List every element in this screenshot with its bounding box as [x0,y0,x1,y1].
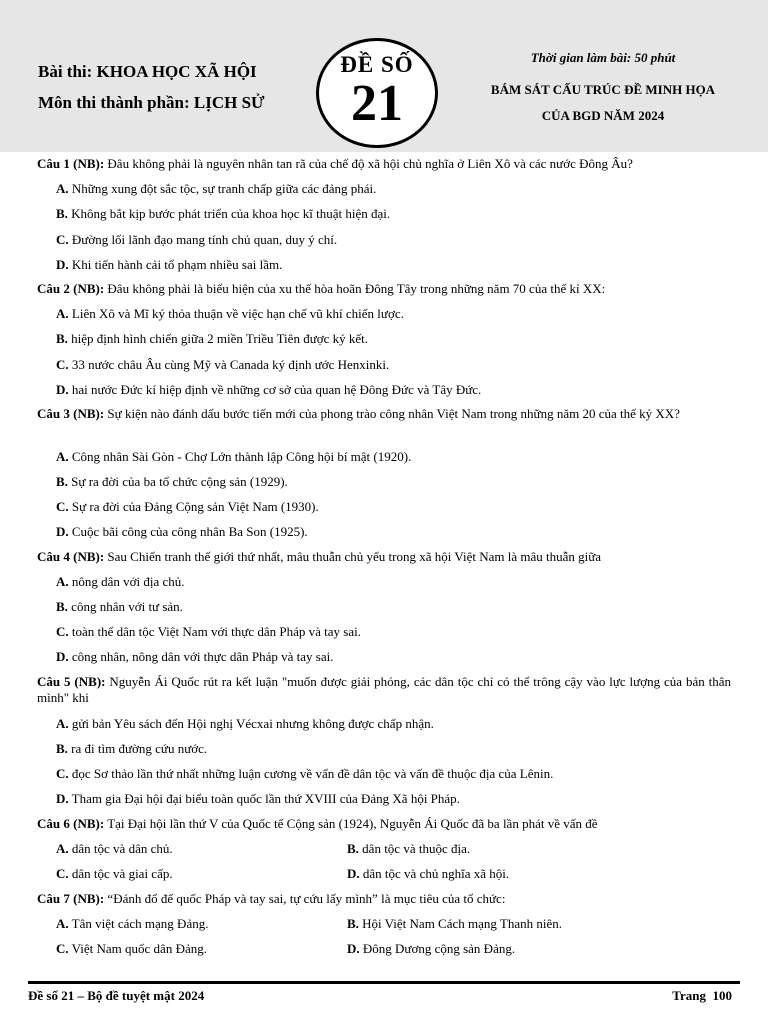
option-a: A. dân tộc và dân chủ. [56,841,173,856]
structure-line-1: BÁM SÁT CẤU TRÚC ĐỀ MINH HỌA [490,82,716,97]
question-text: Đâu không phải là nguyên nhân tan rã của chế độ xã hội chủ nghĩa ở Liên Xô và các nước Đông Âu? [107,156,633,171]
option-a: A. Tân việt cách mạng Đảng. [56,916,209,931]
page-indicator [672,988,732,1004]
option-b: B. Hội Việt Nam Cách mạng Thanh niên. [347,916,563,931]
option-c: C. dân tộc và giai cấp. [56,866,173,881]
question-number: Câu 5 (NB): [37,674,106,689]
option-a: A. Liên Xô và Mĩ ký thỏa thuận về việc hạn chế vũ khí chiến lược. [56,306,404,321]
time-label: Thời gian làm bài: 50 phút [530,50,676,65]
option-b: B. dân tộc và thuộc địa. [347,841,471,856]
exam-number-badge [316,38,438,148]
question-4 [37,549,731,565]
option-c: C. Đường lối lãnh đạo mang tính chủ quan, duy ý chí. [56,232,338,247]
option-b: B. ra đi tìm đường cứu nước. [56,741,208,756]
question-3 [37,406,731,422]
option-b: B. công nhân với tư sản. [56,599,183,614]
de-so-number: 21 [351,75,403,132]
option-c: C. đọc Sơ thảo lần thứ nhất những luận cương về vấn đề dân tộc và vấn đề thuộc địa của Lênin. [56,766,554,781]
option-c: C. 33 nước châu Âu cùng Mỹ và Canada ký định ước Henxinki. [56,357,390,372]
question-text: Sự kiện nào đánh dấu bước tiến mới của phong trào công nhân Việt Nam trong những năm 20 của thế kỷ XX? [107,406,680,421]
option-d: D. Khi tiến hành cải tổ phạm nhiều sai lầm. [56,257,283,272]
question-6 [37,816,731,832]
option-a: A. Những xung đột sắc tộc, sự tranh chấp giữa các đảng phái. [56,181,377,196]
question-7 [37,891,731,907]
question-number: Câu 6 (NB): [37,816,105,831]
page-label: Trang [672,988,706,1003]
option-b: B. Không bắt kịp bước phát triển của khoa học kĩ thuật hiện đại. [56,206,391,221]
question-number: Câu 4 (NB): [37,549,105,564]
question-number: Câu 7 (NB): [37,891,105,906]
question-number: Câu 1 (NB): [37,156,105,171]
structure-line-2: CỦA BGD NĂM 2024 [541,108,665,123]
option-c: C. Việt Nam quốc dân Đảng. [56,941,207,956]
option-d: D. Đông Dương cộng sản Đảng. [347,941,516,956]
option-b: B. hiệp định hình chiến giữa 2 miền Triều Tiên được ký kết. [56,331,369,346]
option-b: B. Sự ra đời của ba tổ chức cộng sản (1929). [56,474,288,489]
option-c: C. toàn thể dân tộc Việt Nam với thực dân Pháp và tay sai. [56,624,361,639]
page-number: 100 [712,988,732,1003]
question-1 [37,156,731,172]
option-d: D. công nhân, nông dân với thực dân Pháp và tay sai. [56,649,334,664]
question-number: Câu 2 (NB): [37,281,105,296]
option-d: D. Tham gia Đại hội đại biểu toàn quốc lần thứ XVIII của Đảng Xã hội Pháp. [56,791,460,806]
question-text: “Đánh đổ đế quốc Pháp và tay sai, tự cứu lấy mình” là mục tiêu của tổ chức: [107,891,506,906]
footer-title: Đề số 21 – Bộ đề tuyệt mật 2024 [28,988,205,1003]
question-text: Nguyễn Ái Quốc rút ra kết luận "muốn được giải phóng, các dân tộc chỉ có thể trông cậy vào lực lượng của bản thân mình" khi [37,674,731,705]
subject-label: Môn thi thành phần: LỊCH SỬ [38,93,265,112]
option-a: A. gửi bản Yêu sách đến Hội nghị Vécxai nhưng không được chấp nhận. [56,716,434,731]
option-d: D. Cuộc bãi công của công nhân Ba Son (1925). [56,524,308,539]
question-text: Sau Chiến tranh thế giới thứ nhất, mâu thuẫn chủ yếu trong xã hội Việt Nam là mâu thuẫn giữa [107,549,602,564]
question-5 [37,674,731,706]
de-so-label: ĐỀ SỐ [340,52,414,77]
option-a: A. Công nhân Sài Gòn - Chợ Lớn thành lập Công hội bí mật (1920). [56,449,412,464]
option-a: A. nông dân với địa chủ. [56,574,185,589]
question-number: Câu 3 (NB): [37,406,105,421]
option-d: D. dân tộc và chủ nghĩa xã hội. [347,866,510,881]
question-2 [37,281,731,297]
question-text: Đâu không phải là biểu hiện của xu thế hòa hoãn Đông Tây trong những năm 70 của thế kỉ XX: [107,281,606,296]
exam-label: Bài thi: KHOA HỌC XÃ HỘI [38,62,257,81]
option-c: C. Sự ra đời của Đảng Cộng sản Việt Nam (1930). [56,499,319,514]
header-banner [0,0,768,152]
option-d: D. hai nước Đức kí hiệp định về những cơ sở của quan hệ Đông Đức và Tây Đức. [56,382,482,397]
question-text: Tại Đại hội lần thứ V của Quốc tế Cộng sản (1924), Nguyễn Ái Quốc đã ba lần phát về vấn đề [107,816,598,831]
footer-divider [28,981,740,984]
